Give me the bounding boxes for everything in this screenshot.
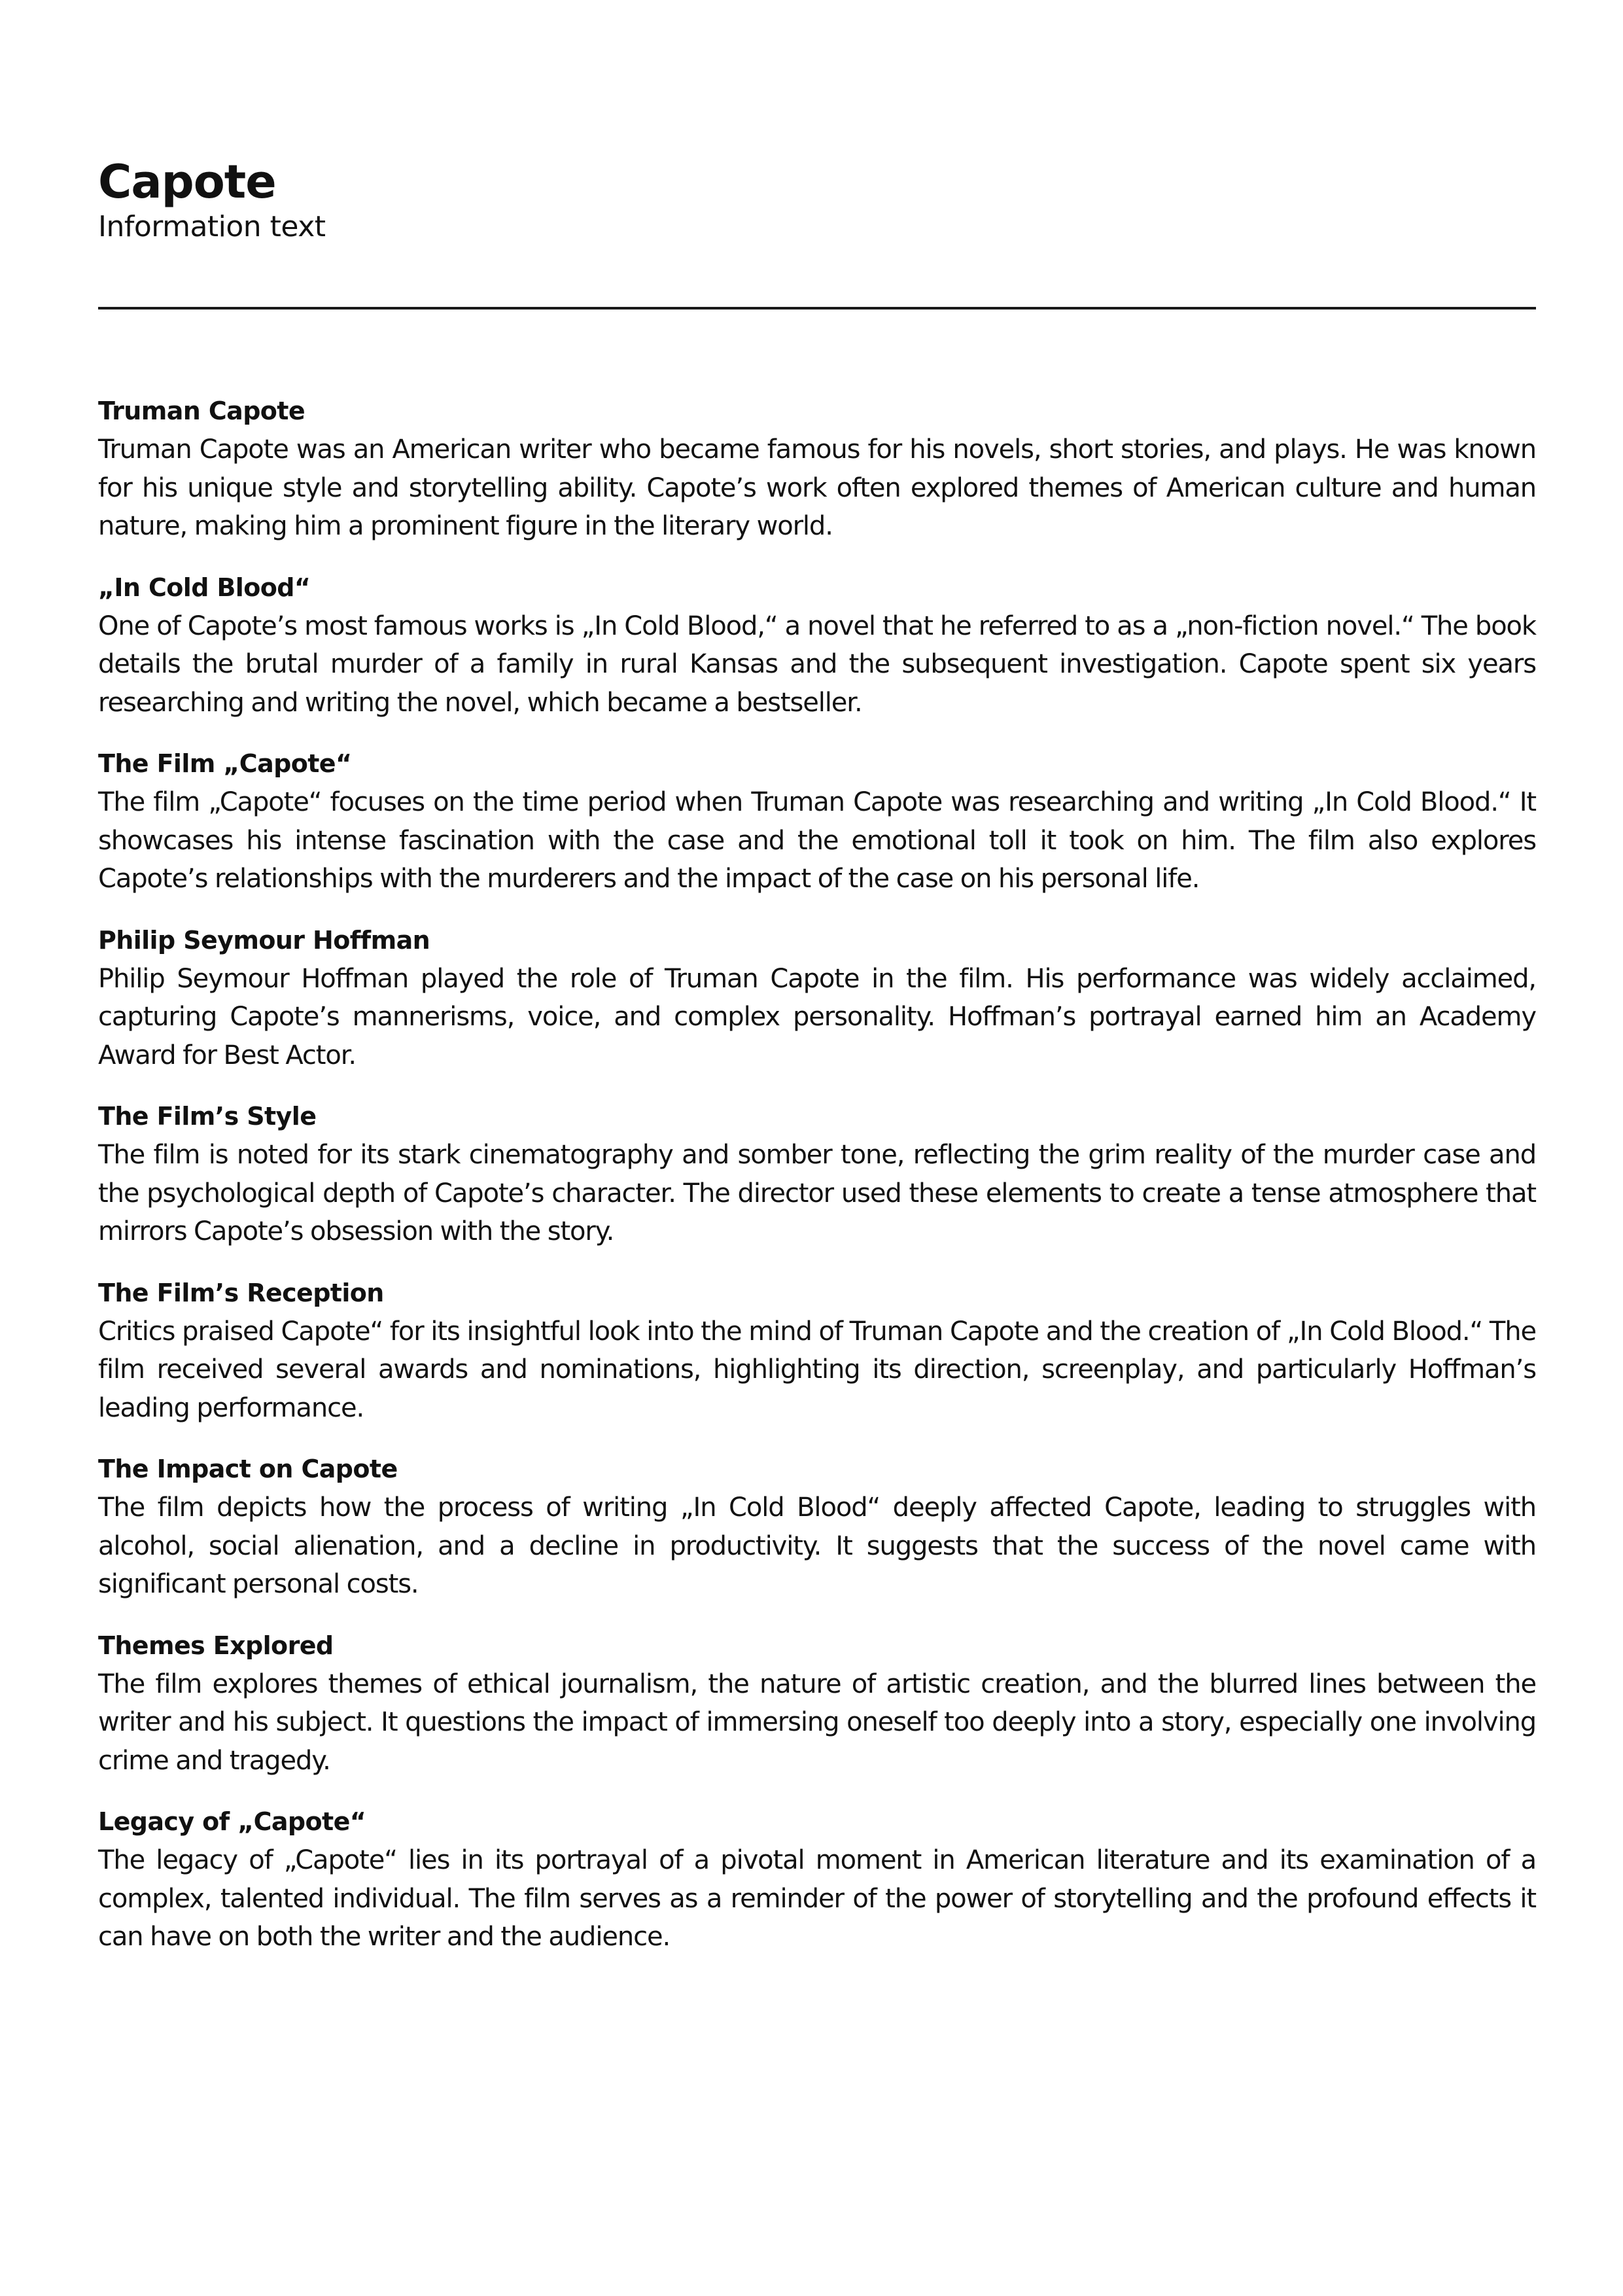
section-heading: Legacy of „Capote“	[98, 1807, 366, 1836]
section-impact-on-capote	[98, 1449, 1536, 1604]
document-title: Capote	[98, 155, 276, 209]
section-body: The legacy of „Capote“ lies in its portrayal of a pivotal moment in American literature and its examination of a complex, talented individual. The film serves as a reminder of the power of storytelling and the profound effects it can have on both the writer and the audience.	[98, 1845, 1536, 1952]
section-heading: Philip Seymour Hoffman	[98, 925, 430, 955]
content-sections	[98, 391, 1536, 1956]
section-body: One of Capote’s most famous works is „In Cold Blood,“ a novel that he referred to as a „non-fiction novel.“ The book details the brutal murder of a family in rural Kansas and the subsequent investigation. Capote spent six years researching and writing the novel, which became a bestseller.	[98, 610, 1536, 718]
section-in-cold-blood	[98, 568, 1536, 722]
section-body: The film explores themes of ethical journalism, the nature of artistic creation, and the blurred lines between the writer and his subject. It questions the impact of immersing oneself too deeply into a story, especially one involving crime and tragedy.	[98, 1669, 1536, 1776]
section-body: The film is noted for its stark cinematography and somber tone, reflecting the grim reality of the murder case and the psychological depth of Capote’s character. The director used these elements to create a tense atmosphere that mirrors Capote’s obsession with the story.	[98, 1140, 1536, 1246]
section-films-style	[98, 1097, 1536, 1251]
section-body: Philip Seymour Hoffman played the role of Truman Capote in the film. His performance was widely acclaimed, capturing Capote’s mannerisms, voice, and complex personality. Hoffman’s portrayal earned him an Academy Award for Best Actor.	[98, 963, 1536, 1070]
section-heading: Themes Explored	[98, 1631, 334, 1660]
document-page	[98, 0, 1536, 1979]
section-themes-explored	[98, 1626, 1536, 1780]
section-heading: Truman Capote	[98, 397, 305, 425]
section-philip-seymour-hoffman	[98, 921, 1536, 1075]
section-heading: The Film’s Reception	[98, 1278, 384, 1307]
section-films-reception	[98, 1273, 1536, 1428]
section-legacy-of-capote	[98, 1802, 1536, 1956]
section-body: The film depicts how the process of writing „In Cold Blood“ deeply affected Capote, leading to struggles with alcohol, social alienation, and a decline in productivity. It suggests that the success of the novel came with significant personal costs.	[98, 1492, 1536, 1599]
section-body: Critics praised Capote“ for its insightful look into the mind of Truman Capote and the creation of „In Cold Blood.“ The film received several awards and nominations, highlighting its direction, screenplay, and particularly Hoffman’s leading performance.	[98, 1316, 1536, 1423]
section-heading: „In Cold Blood“	[98, 573, 311, 602]
section-the-film-capote	[98, 744, 1536, 898]
header-divider	[98, 307, 1536, 309]
section-heading: The Impact on Capote	[98, 1455, 398, 1483]
section-body: The film „Capote“ focuses on the time period when Truman Capote was researching and writing „In Cold Blood.“ It showcases his intense fascination with the case and the emotional toll it took on him. The film also explores Capote’s relationships with the murderers and the impact of the case on his personal life.	[98, 787, 1536, 894]
section-heading: The Film „Capote“	[98, 749, 352, 778]
section-truman-capote	[98, 391, 1536, 546]
section-heading: The Film’s Style	[98, 1102, 317, 1131]
section-body: Truman Capote was an American writer who became famous for his novels, short stories, and plays. He was known for his unique style and storytelling ability. Capote’s work often explored themes of American culture and human nature, making him a prominent figure in the literary world.	[98, 434, 1536, 541]
document-subtitle: Information text	[98, 210, 326, 243]
